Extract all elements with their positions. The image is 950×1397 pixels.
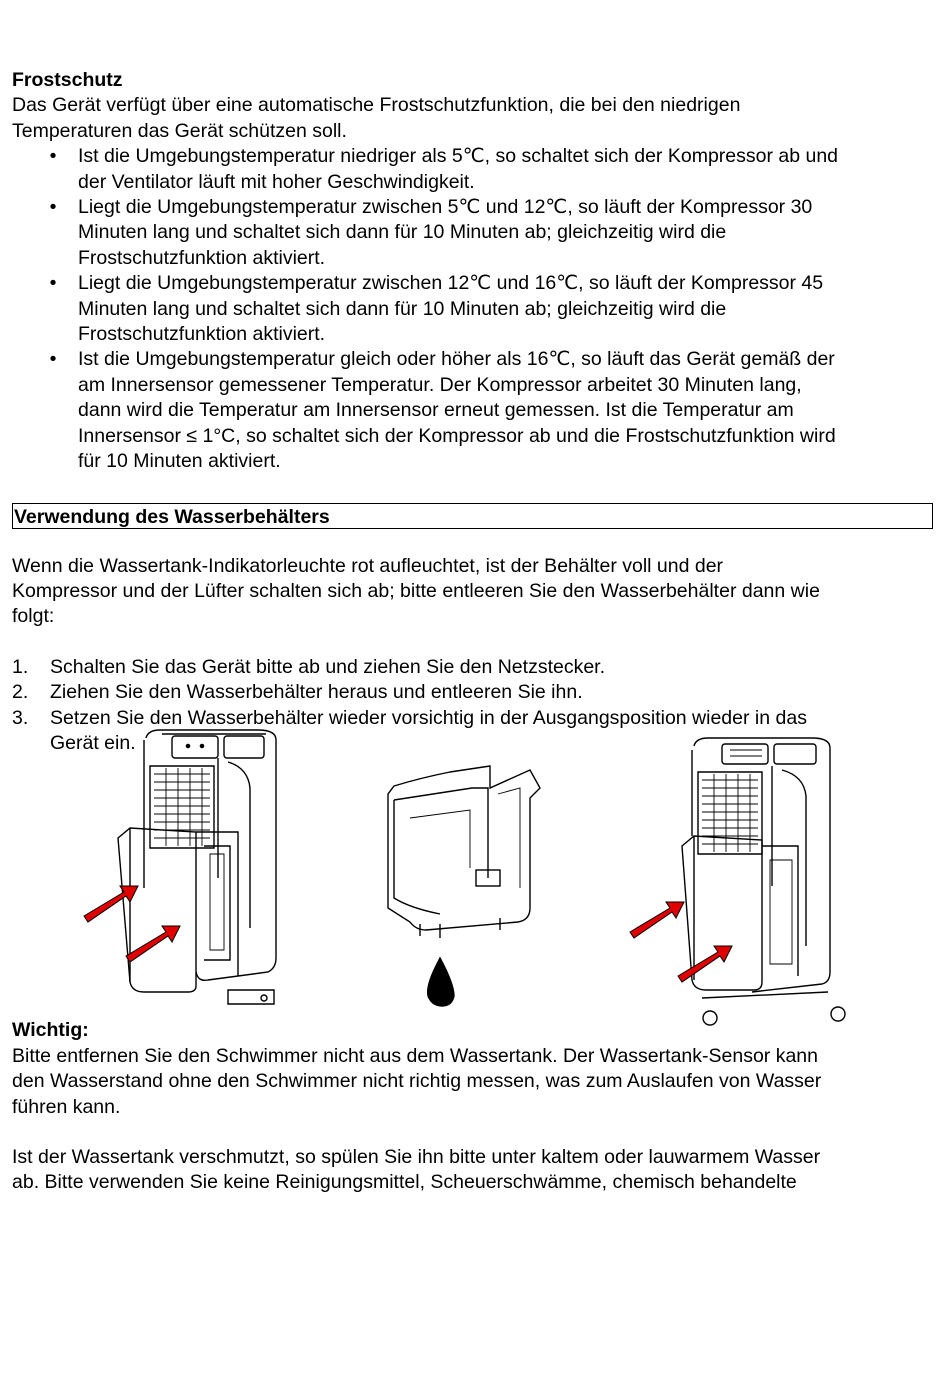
bullet-line: Liegt die Umgebungstemperatur zwischen 5℃ und 12℃, so läuft der Kompressor 30 — [78, 196, 813, 219]
frost-heading: Frostschutz — [12, 69, 123, 91]
water-drop-icon — [428, 958, 454, 1006]
water-tank-empty-illustration — [380, 758, 556, 1018]
important-heading: Wichtig: — [12, 1019, 89, 1042]
bullet-symbol: • — [49, 196, 57, 219]
illustration-row — [12, 728, 936, 1018]
bullet-line: am Innersensor gemessener Temperatur. Der Kompressor arbeitet 30 Minuten lang, — [78, 373, 802, 396]
step-number: 3. — [12, 706, 29, 729]
step-text: Gerät ein. — [50, 731, 136, 754]
bullet-line: Innersensor ≤ 1°C, so schaltet sich der Kompressor ab und die Frostschutzfunktion wird — [78, 424, 836, 447]
important-line: den Wasserstand ohne den Schwimmer nicht richtig messen, was zum Auslaufen von Wasser — [12, 1070, 822, 1093]
step-item — [12, 655, 936, 680]
frost-intro-line: Temperaturen das Gerät schützen soll. — [12, 119, 347, 142]
bullet-line: für 10 Minuten aktiviert. — [78, 450, 281, 473]
frost-bullet-item — [12, 347, 936, 474]
important-line: Ist der Wassertank verschmutzt, so spülen Sie ihn bitte unter kaltem oder lauwarmem Wasser — [12, 1145, 821, 1168]
tank-section-heading: Verwendung des Wasserbehälters — [12, 503, 933, 529]
bullet-line: dann wird die Temperatur am Innersensor erneut gemessen. Ist die Temperatur am — [78, 399, 794, 422]
important-line: Bitte entfernen Sie den Schwimmer nicht aus dem Wassertank. Der Wassertank-Sensor kann — [12, 1044, 818, 1067]
tank-intro-line: Kompressor und der Lüfter schalten sich ab; bitte entleeren Sie den Wasserbehälter dann wie — [12, 579, 820, 602]
step-text: Setzen Sie den Wasserbehälter wieder vorsichtig in der Ausgangsposition wieder in das — [50, 706, 807, 729]
frost-bullet-item — [12, 195, 936, 271]
bullet-line: Liegt die Umgebungstemperatur zwischen 12℃ und 16℃, so läuft der Kompressor 45 — [78, 272, 824, 295]
bullet-symbol: • — [49, 348, 57, 371]
bullet-line: Frostschutzfunktion aktiviert. — [78, 323, 326, 346]
bullet-line: Ist die Umgebungstemperatur gleich oder höher als 16℃, so läuft das Gerät gemäß der — [78, 348, 835, 371]
step-text: Schalten Sie das Gerät bitte ab und ziehen Sie den Netzstecker. — [50, 655, 606, 678]
tank-intro-line: Wenn die Wassertank-Indikatorleuchte rot aufleuchtet, ist der Behälter voll und der — [12, 554, 724, 577]
step-number: 1. — [12, 655, 29, 678]
step-text: Ziehen Sie den Wasserbehälter heraus und entleeren Sie ihn. — [50, 681, 583, 704]
frost-bullet-list — [12, 144, 936, 474]
frost-bullet-item — [12, 144, 936, 195]
tank-intro-line: folgt: — [12, 605, 55, 628]
important-line: ab. Bitte verwenden Sie keine Reinigungsmittel, Scheuerschwämme, chemisch behandelte — [12, 1171, 797, 1194]
important-line: führen kann. — [12, 1095, 121, 1118]
bullet-symbol: • — [49, 272, 57, 295]
step-item — [12, 680, 936, 705]
bullet-line: der Ventilator läuft mit hoher Geschwindigkeit. — [78, 170, 475, 193]
manual-page — [12, 68, 936, 1196]
bullet-line: Ist die Umgebungstemperatur niedriger als 5℃, so schaltet sich der Kompressor ab und — [78, 145, 839, 168]
frost-intro-line: Das Gerät verfügt über eine automatische Frostschutzfunktion, die bei den niedrigen — [12, 94, 741, 117]
bullet-line: Minuten lang und schaltet sich dann für 10 Minuten ab; gleichzeitig wird die — [78, 221, 727, 244]
dehumidifier-insert-tank-illustration — [612, 736, 862, 1026]
bullet-symbol: • — [49, 145, 57, 168]
bullet-line: Minuten lang und schaltet sich dann für 10 Minuten ab; gleichzeitig wird die — [78, 297, 727, 320]
step-number: 2. — [12, 681, 29, 704]
frost-bullet-item — [12, 271, 936, 347]
bullet-line: Frostschutzfunktion aktiviert. — [78, 246, 326, 269]
dehumidifier-remove-tank-illustration — [78, 728, 298, 1020]
